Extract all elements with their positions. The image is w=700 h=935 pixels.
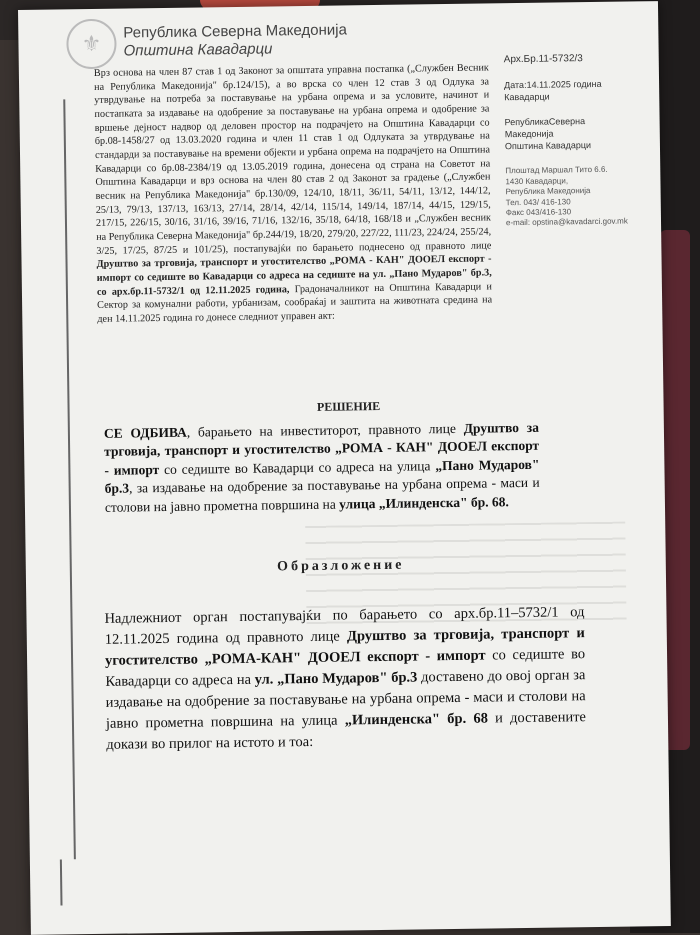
decision-title: РЕШЕНИЕ (316, 398, 381, 414)
legal-basis-paragraph: Врз основа на член 87 став 1 од Законот за општата управна постапка („Службен Весник на Република Македонија" бр.124/15), а во врска со член 12 став 3 од Одлука за утврдување на потреба за поставување на урбана опрема и за условите, начинот и постапката за издавање на одобрение за поставување на урбана опрема и одобрение за вршење дејност надвор од деловен простор на подрачјето на Општина Кавадарци со бр.08-1458/27 од 13.03.2020 година и член 11 став 1 од Одлуката за утврдување на стандарди за поставување на времени објекти и урбана опрема на подрачјето на Општина Кавадарци со бр.08-2384/19 од 13.05.2019 година, донесена од страна на Советот на Општина Кавадарци и врз основа на член 80 став 2 од Законот за градење („Службен весник на Република Македонија" бр.130/09, 124/10, 18/11, 36/11, 54/11, 13/12, 144/12, 25/13, 79/13, 137/13, 163/13, 27/14, 28/14, 42/14, 115/14, 149/14, 187/14, 44/15, 129/15, 217/15, 226/15, 30/16, 31/16, 39/16, 71/16, 132/16, 35/18, 64/18, 168/18 и „Службен весник на Република Северна Македонија" бр.244/19, 18/20, 279/20, 227/22, 111/23, 224/24, 255/24, 3/25, 17/25, 87/25 и 101/25), постапувајќи по барањето поднесено од правното лице Друштво за трговија, транспорт и угостителство „РОМА - КАН" ДООЕЛ експорт - импорт со седиште во Кавадарци со адреса на седиште на ул. „Пано Мударов" бр.3, со арх.бр.11-5732/1 од 12.11.2025 година, Градоначалникот на Општина Кавадарци и Сектор за комунални работи, урбанизам, сообраќај и заштита на животната средина на ден 14.11.2025 година го донесе следниот управен акт: (93, 62, 493, 326)
document-date: Дата:14.11.2025 година Кавадарци (504, 78, 602, 102)
document-meta (504, 51, 656, 229)
issuing-organisation: РепубликаСеверна Македонија Општина Кавадарци (504, 116, 592, 151)
municipality-emblem-icon: ⚜ (66, 19, 117, 70)
header-country: Република Северна Македонија (123, 21, 348, 42)
reasoning-title: Образложение (277, 557, 405, 575)
decision-paragraph: СЕ ОДБИВА, барањето на инвеститорот, правното лице Друштво за трговија, транспорт и угостителство „РОМА - КАН" ДООЕЛ експорт - импорт со седиште во Кавадарци со адреса на улица „Пано Мударов" бр.3, за издавање на одобрение за поставување на урбана опрема - маси и столови на јавно прометна површина на улица „Илинденска" бр. 68. (103, 419, 540, 515)
reasoning-paragraph: Надлежниот орган постапувајќи по барањето со арх.бр.11–5732/1 од 12.11.2025 година од правното лице Друштво за трговија, транспорт и угостителство „РОМА-КАН" ДООЕЛ експорт - импорт со седиште во Кавадарци со адреса на ул. „Пано Мударов" бр.3 доставено до овој орган за издавање на одобрение за поставување на урбана опрема - маси и столови на јавно прометна површина на улица „Илинденска" бр. 68 и доставените докази во прилог на истото и тоа: (104, 604, 587, 753)
contact-address: Плоштад Маршал Тито 6.6. 1430 Кавадарци, Република Македонија Тел. 043/ 416-130 Факс 043/416-130 e-mail: opstina@kavadarci.gov.mk (505, 165, 628, 228)
archive-number: Арх.Бр.11-5732/3 (503, 53, 583, 66)
document-page (18, 1, 671, 935)
header-municipality: Општина Кавадарци (123, 40, 273, 60)
email-link: e-mail: opstina@kavadarci.gov.mk (505, 216, 628, 228)
margin-line (63, 99, 76, 859)
margin-tick (60, 859, 63, 905)
